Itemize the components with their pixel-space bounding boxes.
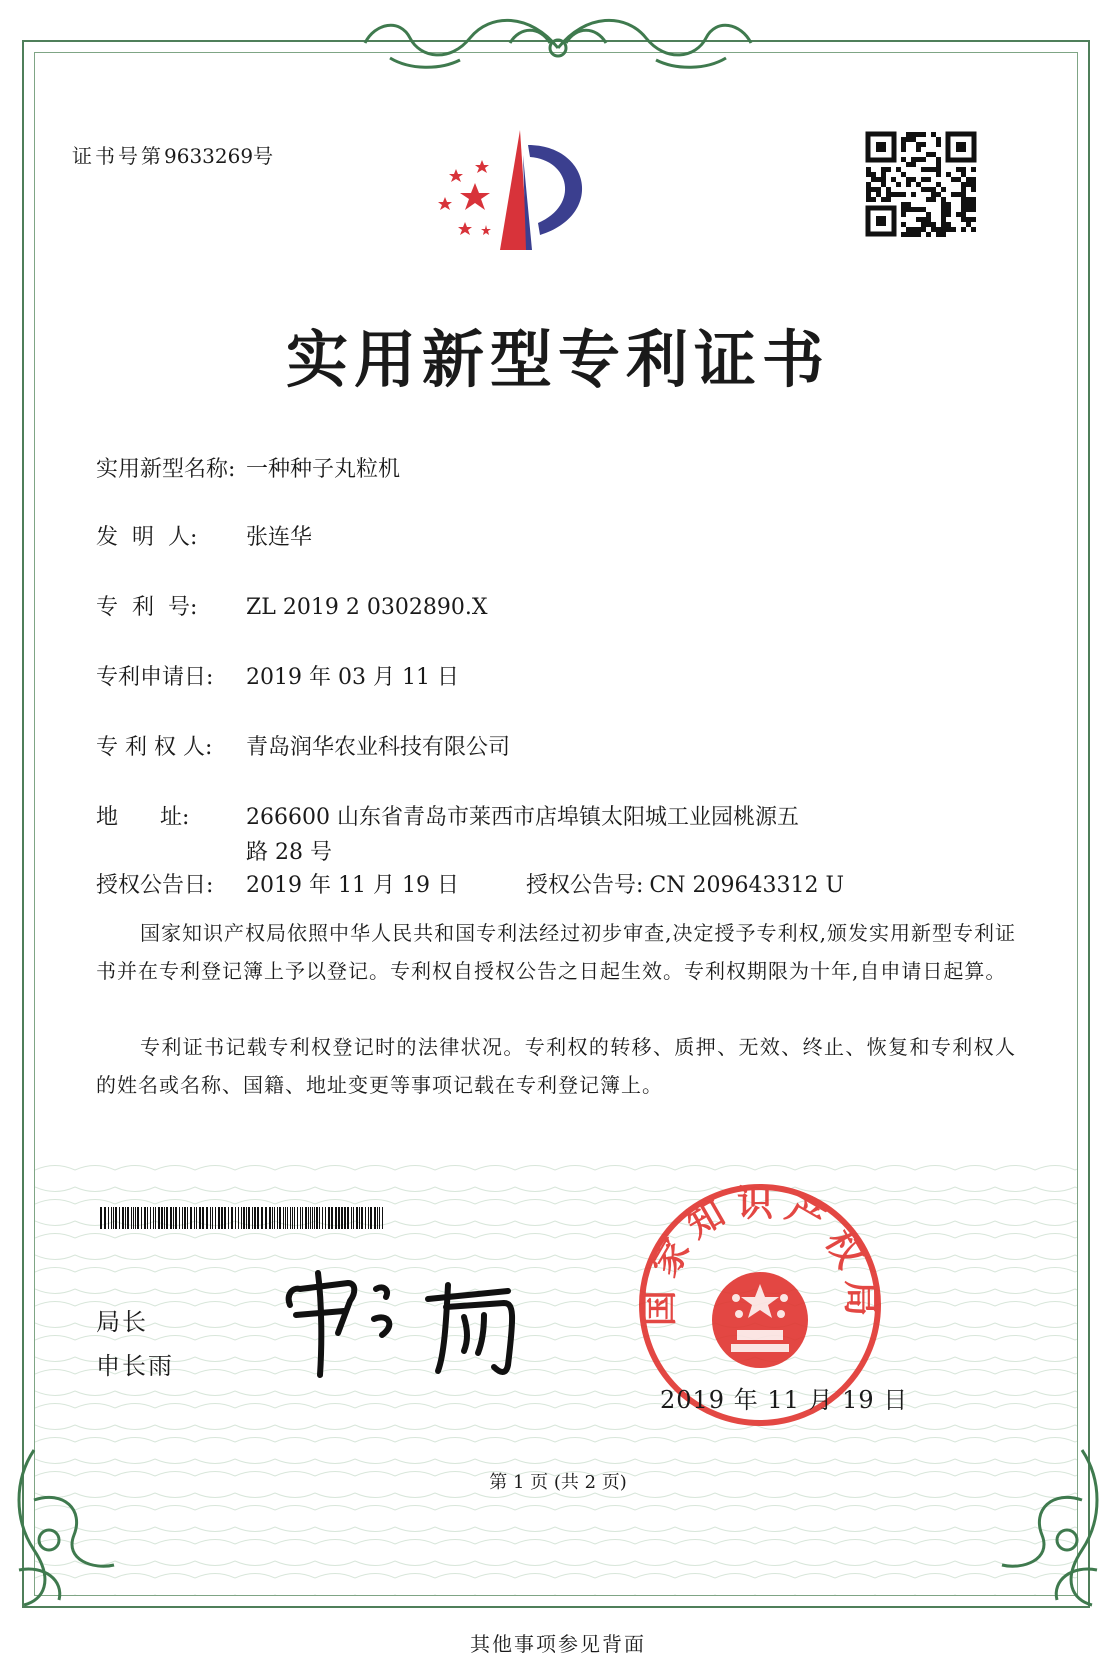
field-label: 发 明 人: (96, 525, 198, 550)
field-label: 地 址: (96, 805, 190, 830)
field-grant-number (526, 868, 844, 899)
field-utility-model-name (96, 452, 400, 483)
field-patentee (96, 730, 510, 761)
paragraph-legal-status: 专利证书记载专利权登记时的法律状况。专利权的转移、质押、无效、终止、恢复和专利权人的姓名或名称、国籍、地址变更等事项记载在专利登记簿上。 (96, 1035, 1016, 1097)
certificate-number-suffix: 号 (253, 144, 277, 168)
field-value: 一种种子丸粒机 (246, 457, 401, 482)
field-label: 专 利 权 人: (96, 735, 213, 760)
field-label: 专 利 号: (96, 595, 198, 620)
field-value: CN 209643312 U (649, 873, 845, 898)
field-grant-date (96, 868, 459, 899)
certificate-number (72, 140, 276, 169)
bottom-left-ornament (4, 1440, 124, 1610)
footnote: 其他事项参见背面 (470, 1632, 646, 1656)
certificate-number-label: 证书号第 (72, 144, 164, 168)
field-address (96, 800, 799, 831)
field-inventor (96, 520, 312, 551)
field-filing-date (96, 660, 459, 691)
signatory-block (96, 1300, 174, 1388)
paragraph-grant-statement: 国家知识产权局依照中华人民共和国专利法经过初步审查,决定授予专利权,颁发实用新型专利证书并在专利登记簿上予以登记。专利权自授权公告之日起生效。专利权期限为十年,自申请日起算。 (96, 921, 1016, 983)
signatory-role: 局长 (96, 1308, 148, 1336)
field-label: 实用新型名称: (96, 457, 236, 482)
field-value: 2019 年 11 月 19 日 (246, 873, 459, 898)
field-label: 授权公告日: (96, 873, 214, 898)
top-ornament (350, 8, 766, 78)
certificate-number-value: 9633269 (164, 144, 254, 168)
field-address-line2: 路 28 号 (246, 840, 332, 865)
certificate-title: 实用新型专利证书 (285, 323, 830, 396)
qr-code (864, 130, 978, 238)
field-value: 266600 山东省青岛市莱西市店埠镇太阳城工业园桃源五 (246, 805, 799, 830)
signatory-name: 申长雨 (96, 1352, 174, 1380)
field-label: 专利申请日: (96, 665, 214, 690)
field-value: 张连华 (246, 525, 313, 550)
field-value: ZL 2019 2 0302890.X (246, 595, 488, 620)
field-label: 授权公告号: (526, 873, 644, 898)
seal-date: 2019 年 11 月 19 日 (660, 1386, 909, 1414)
bottom-right-ornament (992, 1440, 1112, 1610)
svg-text:国家知识产权局: 国家知识产权局 (639, 1183, 881, 1327)
field-value: 2019 年 03 月 11 日 (246, 665, 459, 690)
cnipa-logo-icon (420, 125, 620, 265)
field-patent-number (96, 590, 488, 621)
barcode (100, 1207, 386, 1229)
field-value: 青岛润华农业科技有限公司 (246, 735, 511, 760)
page-number: 第 1 页 (共 2 页) (489, 1472, 627, 1493)
handwritten-signature (278, 1255, 538, 1385)
